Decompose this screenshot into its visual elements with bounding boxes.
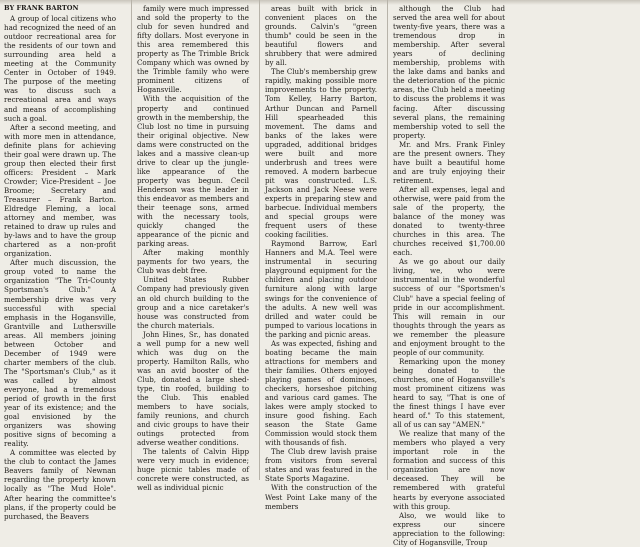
paragraph: areas built with brick in convenient places on the grounds. Calvin's "green thumb" could be seen in the beautiful flowers and shrubbery that were admired by all. [265, 4, 377, 68]
article-column-4 [393, 4, 505, 547]
paragraph: Also, we would like to express our sincere appreciation to the following: City of Hogansville, Troup [393, 510, 505, 547]
paragraph: Remarking upon the money being donated to the churches, one of Hogansville's most prominent citizens was heard to say, "That is one of the finest things I have ever heard of." To this statement, all of us can say "AMEN." [393, 356, 505, 430]
paragraph: After making monthly payments for two years, the Club was debt free. [137, 248, 249, 276]
article-column-2 [137, 4, 249, 493]
paragraph: With the acquisition of the property and continued growth in the membership, the Club lost no time in pursuing their original objective. New dams were constructed on the lakes and a massive clean-up drive to clear up the jungle-like appearance of the property was begun. Cecil Henderson was the leader in this endeavor as members and their teenage sons, armed with the necessary tools, quickly changed the appearance of the picnic and parking areas. [137, 94, 249, 249]
paragraph: A committee was elected by the club to contact the James Beavers family of Newnan regarding the property known locally as "The Mud Hole". After hearing the committee's plans, if the property could be purchased, the Beavers [4, 448, 116, 521]
paragraph: The Club drew lavish praise from visitors from several states and was featured in the State Sports Magazine. [265, 447, 377, 484]
column-rule [259, 0, 260, 480]
paragraph: We realize that many of the members who played a very important role in the formation and success of this organization are now deceased. They will be remembered with grateful hearts by everyone associated with this group. [393, 429, 505, 511]
paragraph: After much discussion, the group voted to name the organization "The Tri-County Sportsman's Club." A membership drive was very successful with special emphasis in the Hogansville, Grantville and Luthersville areas. All members joining between October and December of 1949 were charter members of the club. The "Sportsman's Club," as it was called by almost everyone, had a tremendous period of growth in the first year of its existence; and the goal envisioned by the organizers was showing positive signs of becoming a reality. [4, 258, 116, 449]
paragraph: although the Club had served the area well for about twenty-five years, there was a tremendous drop in membership. After several years of declining membership, problems with the lake dams and banks and the deterioration of the picnic areas, the Club held a meeting to discuss the problems it was facing. After discussing several plans, the remaining membership voted to sell the property. [393, 4, 505, 140]
byline: BY FRANK BARTON [4, 4, 79, 12]
paragraph: After a second meeting, and with more men in attendance, definite plans for achieving their goal were drawn up. The group then elected their first officers: President – Mark Crowder; Vice-President – Joe Broome; Secretary and Treasurer – Frank Barton. Eldredge Fleming, a local attorney and member, was retained to draw up rules and by-laws and to have the group chartered as a non-profit organization. [4, 122, 116, 259]
paragraph: After all expenses, legal and otherwise, were paid from the sale of the property, the balance of the money was donated to twenty-three churches in this area. The churches received $1,700.00 each. [393, 184, 505, 258]
paragraph: family were much impressed and sold the property to the club for seven hundred and fifty dollars. Most everyone in this area remembered this property as The Trimble Brick Company which was owned by the Trimble family who were prominent citizens of Hogansville. [137, 4, 249, 95]
paragraph: John Hines, Sr., has donated a well pump for a new well which was dug on the property. Hamilton Ralls, who was an avid booster of the Club, donated a large shed-type, tin roofed, building to the Club. This enabled members to have socials, family reunions, and church and civic groups to have their outings protected from adverse weather conditions. [137, 329, 249, 448]
paragraph: United States Rubber Company had previously given an old church building to the group and a nice caretaker's house was constructed from the church materials. [137, 275, 249, 330]
paragraph: With the construction of the West Point Lake many of the members [265, 483, 377, 511]
paragraph: The Club's membership grew rapidly, making possible more improvements to the property. Tom Kelley, Harry Barton, Arthur Duncan and Parnell Hill spearheaded this movement. The dams and banks of the lakes were upgraded, additional bridges were built and more underbrush and trees were removed. A modern barbecue pit was constructed. L.S. Jackson and Jack Neese were experts in preparing stew and barbecue. Individual members and special groups were frequent users of these cooking facilities. [265, 67, 377, 240]
paragraph: The talents of Calvin Hipp were very much in evidence; huge picnic tables made of concrete were constructed, as well as individual picnic [137, 447, 249, 493]
column-rule [131, 0, 132, 480]
paragraph: As we go about our daily living, we, who were instrumental in the wonderful success of our "Sportsmen's Club" have a special feeling of pride in our accomplishment. This will remain in our thoughts through the years as we remember the pleasure and enjoyment brought to the people of our community. [393, 257, 505, 357]
article-column-1 [4, 4, 116, 521]
paragraph: A group of local citizens who had recognized the need of an outdoor recreational area for the residents of our town and surrounding area held a meeting at the Community Center in October of 1949. The purpose of the meeting was to discuss such a recreational area and ways and means of accomplishing such a goal. [4, 14, 116, 123]
paragraph: Mr. and Mrs. Frank Finley are the present owners. They have built a beautiful home and are truly enjoying their retirement. [393, 139, 505, 185]
article-column-3 [265, 4, 377, 511]
paragraph: Raymond Barrow, Earl Hanners and M.A. Teel were instrumental in securing playground equipment for the children and placing outdoor furniture along with large swings for the convenience of the adults. A new well was drilled and water could be pumped to various locations in the parking and picnic areas. [265, 239, 377, 339]
column-rule [387, 0, 388, 480]
paragraph: As was expected, fishing and boating became the main attractions for members and their families. Others enjoyed playing games of dominoes, checkers, horseshoe pitching and various card games. The lakes were amply stocked to insure good fishing. Each season the State Game Commission would stock them with thousands of fish. [265, 338, 377, 448]
